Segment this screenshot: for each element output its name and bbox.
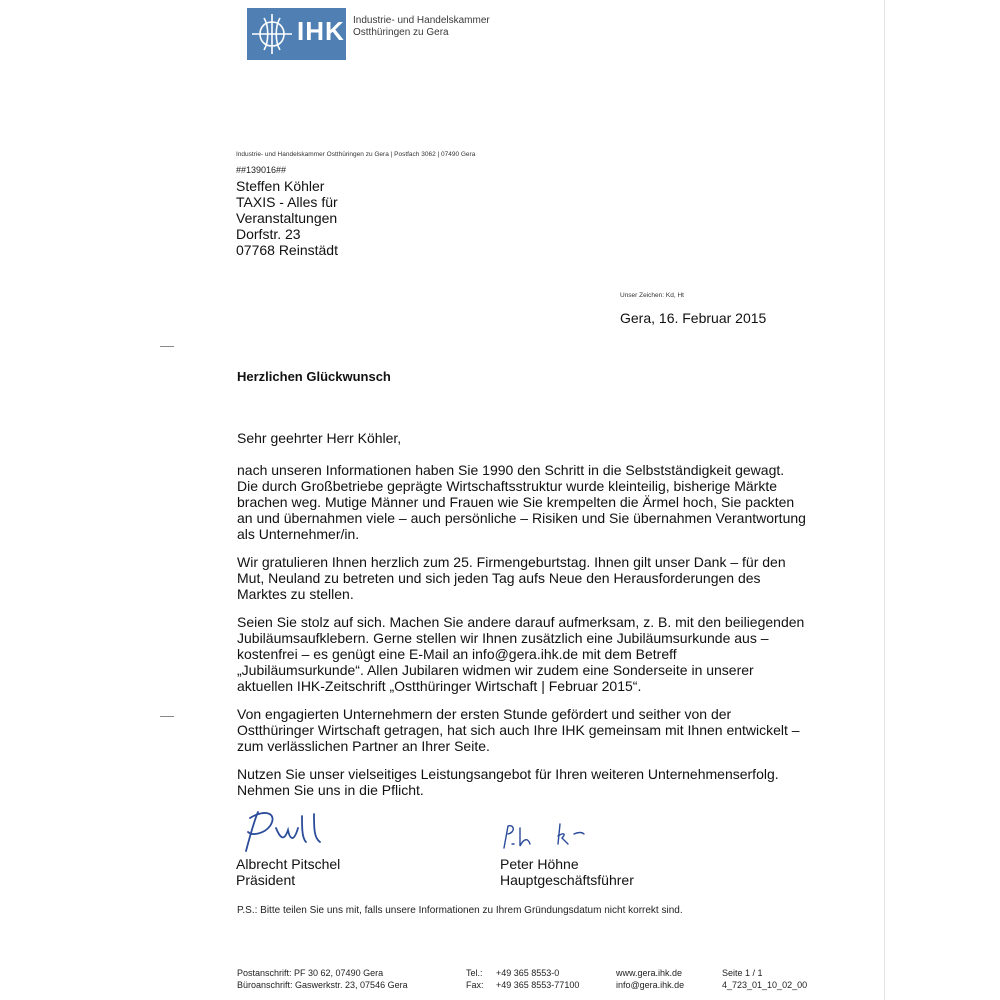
ihk-logo bbox=[247, 8, 346, 60]
doc-code: 4_723_01_10_02_00 bbox=[722, 980, 808, 990]
body-paragraph: Seien Sie stolz auf sich. Machen Sie andere darauf aufmerksam, z. B. mit den beiliegenden Jubiläumsaufklebern. Gerne stellen wir Ihnen zusätzlich eine Jubiläumsurkunde aus – kostenfrei – es genügt eine E-Mail an info@gera.ihk.de mit dem Betreff „Jubiläumsurkunde“. Allen Jubilaren widmen wir zudem eine Sonderseite in unserer aktuellen IHK-Zeitschrift „Ostthüringer Wirtschaft | Februar 2015“. bbox=[237, 614, 805, 694]
org-name-line1: Industrie- und Handelskammer bbox=[353, 15, 490, 26]
fax-number: +49 365 8553-77100 bbox=[496, 980, 580, 990]
address-code: ##139016## bbox=[236, 165, 287, 175]
letter-subject: Herzlichen Glückwunsch bbox=[237, 369, 391, 384]
postscript: P.S.: Bitte teilen Sie uns mit, falls unsere Informationen zu Ihrem Gründungsdatum nicht korrekt sind. bbox=[237, 905, 683, 916]
body-paragraph: Nutzen Sie unser vielseitiges Leistungsangebot für Ihren weiteren Unternehmenserfolg. Nehmen Sie uns in die Pflicht. bbox=[237, 766, 779, 798]
interchange-logo-icon bbox=[247, 8, 297, 60]
address-line: TAXIS - Alles für bbox=[236, 194, 338, 210]
reference: Unser Zeichen: Kd, Ht bbox=[620, 292, 684, 299]
footer-address bbox=[237, 967, 408, 991]
footer-phone bbox=[466, 967, 579, 991]
body-paragraph: nach unseren Informationen haben Sie 1990 den Schritt in die Selbstständigkeit gewagt. Die durch Großbetriebe geprägte Wirtschaftsstruktur wurde kleinteilig, bisherige Märkte brachen weg. Mutige Männer und Frauen wie Sie krempelten die Ärmel hoch, Sie packten an und übernahmen viele – auch persönliche – Risiken und Sie übernahmen Verantwortung als Unternehmer/in. bbox=[237, 462, 806, 542]
page-edge bbox=[884, 0, 885, 1000]
address-line: Veranstaltungen bbox=[236, 210, 338, 226]
footer-office: Büroanschrift: Gaswerkstr. 23, 07546 Gera bbox=[237, 980, 408, 990]
logo-letters: IHK bbox=[297, 16, 345, 46]
signatory-title: Hauptgeschäftsführer bbox=[500, 872, 634, 888]
signatory-1 bbox=[236, 856, 340, 888]
signature-pitschel bbox=[236, 806, 346, 856]
signatory-title: Präsident bbox=[236, 872, 296, 888]
address-line: Dorfstr. 23 bbox=[236, 226, 301, 242]
address-line: 07768 Reinstädt bbox=[236, 242, 338, 258]
signatory-2 bbox=[500, 856, 634, 888]
footer-page bbox=[722, 967, 807, 991]
fax-label: Fax: bbox=[466, 980, 484, 990]
page-number: Seite 1 / 1 bbox=[722, 968, 763, 978]
org-name-line2: Ostthüringen zu Gera bbox=[353, 27, 449, 38]
address-line: Steffen Köhler bbox=[236, 178, 325, 194]
body-paragraph: Von engagierten Unternehmern der ersten Stunde gefördert und seither von der Ostthüringer Wirtschaft getragen, hat sich auch Ihre IHK gemeinsam mit Ihnen entwickelt – zum verlässlichen Partner an Ihrer Seite. bbox=[237, 706, 800, 754]
body-paragraph: Wir gratulieren Ihnen herzlich zum 25. Firmengeburtstag. Ihnen gilt unser Dank – für den Mut, Neuland zu betreten und sich jeden Tag aufs Neue den Herausforderungen des Marktes zu stellen. bbox=[237, 554, 786, 602]
footer-web: www.gera.ihk.de bbox=[616, 968, 683, 978]
salutation: Sehr geehrter Herr Köhler, bbox=[237, 430, 402, 446]
org-name bbox=[353, 15, 490, 39]
footer-postal: Postanschrift: PF 30 62, 07490 Gera bbox=[237, 968, 384, 978]
sender-line: Industrie- und Handelskammer Ostthüringen zu Gera | Postfach 3062 | 07490 Gera bbox=[236, 151, 476, 158]
signatory-name: Albrecht Pitschel bbox=[236, 856, 341, 872]
footer-email: info@gera.ihk.de bbox=[616, 980, 685, 990]
fold-mark bbox=[160, 346, 174, 347]
letter-date: Gera, 16. Februar 2015 bbox=[620, 310, 767, 326]
tel-label: Tel.: bbox=[466, 968, 483, 978]
signatory-name: Peter Höhne bbox=[500, 856, 579, 872]
footer-contact bbox=[616, 967, 684, 991]
signature-hoehne bbox=[498, 820, 608, 854]
tel-number: +49 365 8553-0 bbox=[496, 968, 560, 978]
fold-mark bbox=[160, 716, 174, 717]
